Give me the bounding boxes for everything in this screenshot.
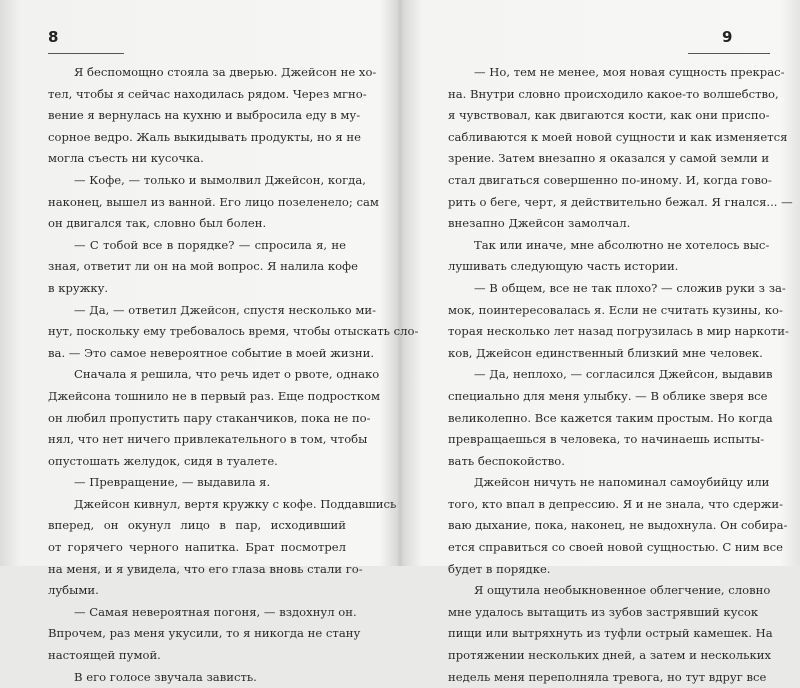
header-rule-right [688, 53, 770, 54]
text-line: Джейсон кивнул, вертя кружку с кофе. Поддавшись [74, 496, 397, 511]
text-line: мне удалось вытащить из зубов застрявший кусок [448, 604, 759, 619]
text-line: сабливаются к моей новой сущности и как изменяется [448, 129, 788, 144]
text-line: лубыми. [48, 583, 99, 598]
text-line: ва. — Это самое невероятное событие в моей жизни. [48, 345, 375, 360]
text-line: стал двигаться совершенно по-иному. И, когда гово- [448, 172, 772, 187]
text-line: — Но, тем не менее, моя новая сущность прекрас- [474, 65, 785, 79]
text-line: настоящей пумой. [48, 648, 161, 663]
text-line: вать беспокойство. [448, 453, 565, 468]
text-line: на. Внутри словно происходило какое-то волшебство, [448, 86, 779, 101]
text-line: Впрочем, раз меня укусили, то я никогда не стану [48, 626, 361, 641]
text-line: Я беспомощно стояла за дверью. Джейсон не хо- [74, 65, 377, 79]
text-line: специально для меня улыбку. — В облике зверя все [448, 388, 768, 403]
text-line: — Превращение, — выдавила я. [74, 475, 271, 490]
text-line: Джейсона тошнило не в первый раз. Еще подростком [48, 388, 381, 403]
text-line: он любил пропустить пару стаканчиков, пока не по- [48, 410, 371, 425]
text-line: Сначала я решила, что речь идет о рвоте, однако [74, 367, 380, 382]
text-line: внезапно Джейсон замолчал. [448, 216, 631, 231]
text-line: наконец, вышел из ванной. Его лицо позеленело; сам [48, 194, 379, 209]
text-line: сорное ведро. Жаль выкидывать продукты, но я не [48, 129, 362, 144]
text-line: — С тобой все в порядке? — спросила я, не [74, 237, 346, 252]
text-line: — Да, неплохо, — согласился Джейсон, выдавив [474, 367, 773, 382]
text-line: нут, поскольку ему требовалось время, чтобы отыскать сло- [48, 324, 419, 339]
left-page-text [48, 62, 419, 688]
text-line: мок, поинтересовалась я. Если не считать кузины, ко- [448, 302, 783, 317]
text-line: того, кто впал в депрессию. Я и не знала, что сдержи- [448, 496, 784, 511]
text-line: Я ощутила необыкновенное облегчение, словно [474, 583, 771, 598]
text-line: — В общем, все не так плохо? — сложив руки з за- [474, 280, 786, 295]
text-line: опустошать желудок, сидя в туалете. [48, 453, 278, 468]
text-line: он двигался так, словно был болен. [48, 216, 267, 231]
text-line: Так или иначе, мне абсолютно не хотелось выс- [474, 237, 770, 252]
text-line: зная, ответит ли он на мой вопрос. Я налила кофе [48, 259, 358, 274]
text-line: тел, чтобы я сейчас находилась рядом. Через мгно- [48, 86, 367, 101]
text-line: рить о беге, черт, я действительно бежал. Я гнался... — [448, 194, 793, 209]
text-line: — Самая невероятная погоня, — вздохнул он. [74, 604, 357, 619]
header-rule-left [48, 53, 124, 54]
text-line: недель меня переполняла тревога, но тут вдруг все [448, 669, 767, 684]
text-line: зрение. Затем внезапно я оказался у самой земли и [448, 151, 770, 166]
text-line: вение я вернулась на кухню и выбросила еду в му- [48, 108, 361, 123]
text-line: торая несколько лет назад погрузилась в мир наркоти- [448, 324, 789, 339]
text-line: будет в порядке. [448, 561, 551, 576]
text-line: в кружку. [48, 280, 109, 295]
text-line: Джейсон ничуть не напоминал самоубийцу или [474, 475, 770, 490]
text-line: — Кофе, — только и вымолвил Джейсон, когда, [74, 172, 366, 187]
text-line: В его голосе звучала зависть. [74, 669, 257, 684]
text-line: — Да, — ответил Джейсон, спустя несколько ми- [74, 302, 376, 317]
text-line: протяжении нескольких дней, а затем и нескольких [448, 648, 771, 663]
text-line: ваю дыхание, пока, наконец, не выдохнула. Он собира- [448, 518, 788, 533]
page-number-left: 8 [48, 28, 59, 46]
text-line: великолепно. Все кажется таким простым. Но когда [448, 410, 773, 425]
text-line: лушивать следующую часть истории. [448, 259, 679, 274]
text-line: вперед, он окунул лицо в пар, исходивший [48, 518, 346, 533]
page-number-right: 9 [722, 28, 733, 46]
text-line: пищи или вытряхнуть из туфли острый камешек. На [448, 626, 773, 641]
text-line: я чувствовал, как двигаются кости, как они приспо- [448, 108, 770, 123]
right-page [402, 0, 800, 684]
right-page-text [448, 62, 793, 688]
text-line: ков, Джейсон единственный близкий мне человек. [448, 345, 763, 360]
text-line: превращаешься в человека, то начинаешь испыты- [448, 432, 765, 447]
text-line: от горячего черного напитка. Брат посмотрел [48, 540, 346, 555]
text-line: нял, что нет ничего привлекательного в том, чтобы [48, 432, 368, 447]
text-line: могла съесть ни кусочка. [48, 151, 204, 166]
text-line: на меня, и я увидела, что его глаза вновь стали го- [48, 561, 363, 576]
text-line: ется справиться со своей новой сущностью. С ним все [448, 540, 783, 555]
